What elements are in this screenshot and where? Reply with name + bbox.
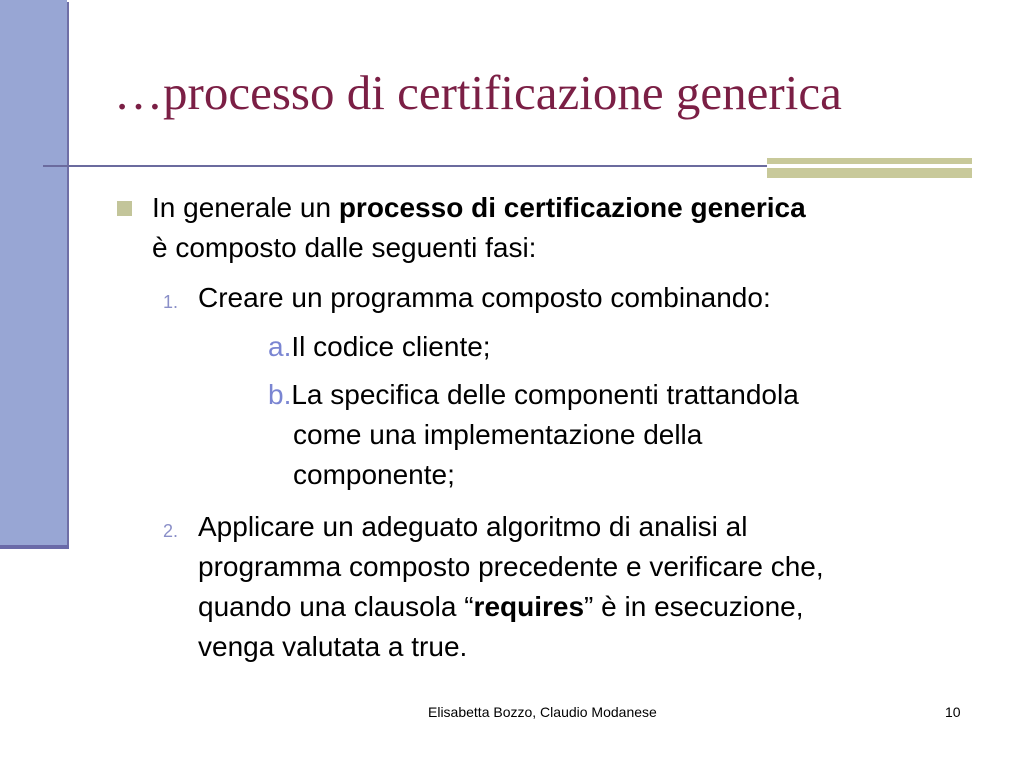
bullet-line-1 xyxy=(152,191,806,225)
subitem-b-text-line-3: componente; xyxy=(293,459,455,490)
step-2 xyxy=(163,511,178,548)
step-2-number: 2. xyxy=(163,521,179,541)
footer-authors: Elisabetta Bozzo, Claudio Modanese xyxy=(428,704,657,720)
step-2-text-line-4: venga valutata a true. xyxy=(198,631,468,662)
step-2-text-line-1: Applicare un adeguato algoritmo di analisi al xyxy=(198,511,748,542)
bullet-line-2: è composto dalle seguenti fasi: xyxy=(152,232,537,263)
subitem-a-text: Il codice cliente; xyxy=(291,331,491,362)
sidebar-edge-decoration xyxy=(0,545,69,549)
step-2-text-line-2: programma composto precedente e verificare che, xyxy=(198,551,824,582)
subitem-b xyxy=(268,378,799,412)
step-2-text-line-3 xyxy=(198,590,804,624)
slide-title: …processo di certificazione generica xyxy=(114,65,842,120)
step-2-text-after: ” è in esecuzione, xyxy=(584,591,804,622)
step-1 xyxy=(163,282,178,319)
title-divider xyxy=(43,165,767,167)
subitem-b-text-line-1: La specifica delle componenti trattandola xyxy=(291,379,799,410)
bullet-text: In generale un xyxy=(152,192,339,223)
subitem-a xyxy=(268,330,491,364)
requires-keyword: requires xyxy=(473,591,585,622)
sidebar-decoration xyxy=(0,0,67,547)
step-1-number: 1. xyxy=(163,292,179,312)
step-1-text: Creare un programma composto combinando: xyxy=(198,282,771,313)
bullet-bold-text: processo di certificazione generica xyxy=(338,192,806,223)
step-2-text-before: quando una clausola “ xyxy=(198,591,474,622)
subitem-a-letter: a. xyxy=(268,331,292,362)
accent-bar-top xyxy=(767,158,972,164)
footer-page-number: 10 xyxy=(945,704,961,720)
subitem-b-text-line-2: come una implementazione della xyxy=(293,419,703,450)
accent-bar-bottom xyxy=(767,168,972,178)
subitem-b-letter: b. xyxy=(268,379,292,410)
bullet-square-icon xyxy=(117,201,132,216)
